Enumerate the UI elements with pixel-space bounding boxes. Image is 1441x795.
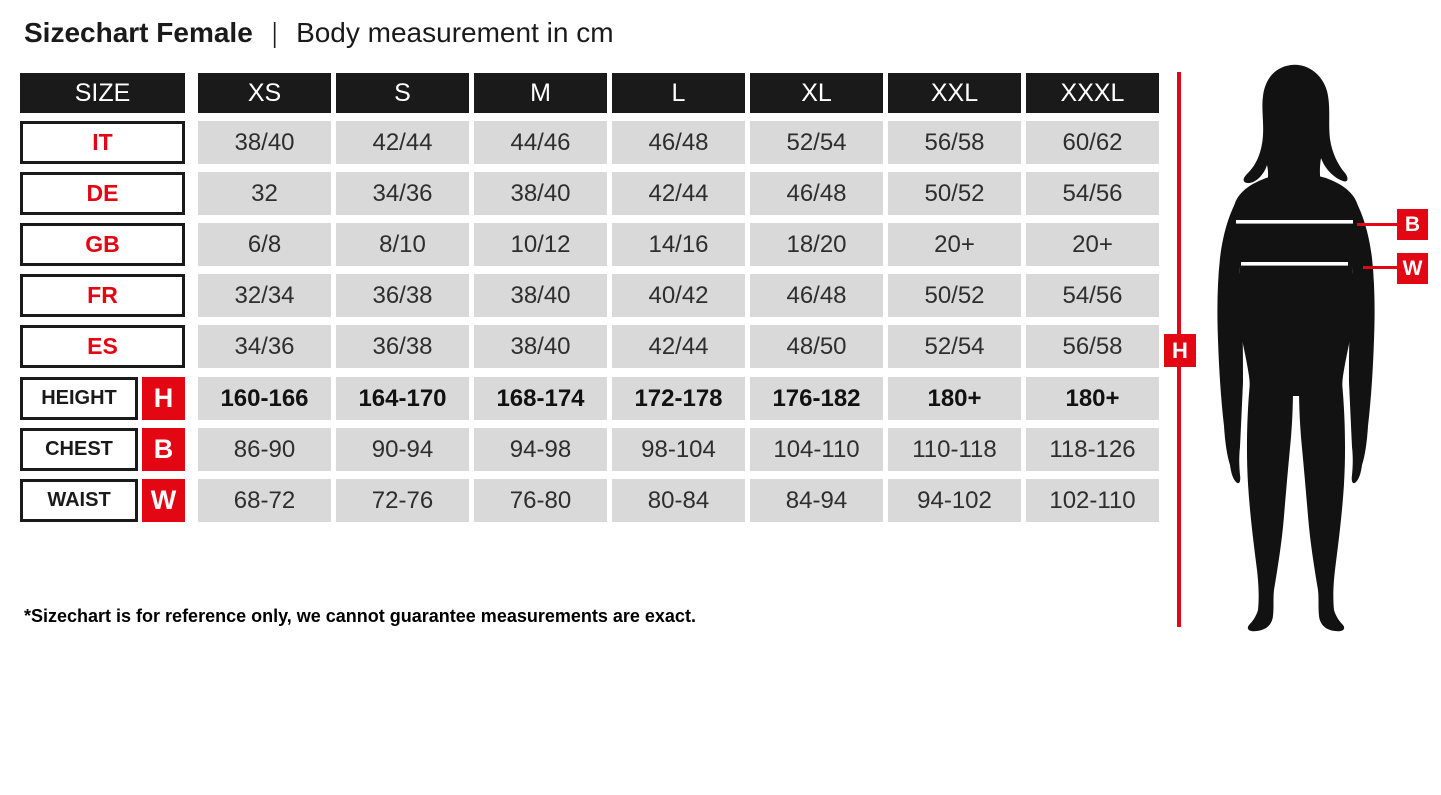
waist-line-marker: [1241, 262, 1348, 266]
size-value-cell: 38/40: [198, 121, 331, 164]
size-value-cell: 60/62: [1026, 121, 1159, 164]
table-header-row: [20, 73, 1164, 113]
size-value-cell: 86-90: [198, 428, 331, 471]
waist-callout-line: [1363, 266, 1397, 269]
size-value-cell: 172-178: [612, 377, 745, 420]
size-value-cell: 8/10: [336, 223, 469, 266]
size-value-cell: 42/44: [612, 172, 745, 215]
size-value-cell: 32: [198, 172, 331, 215]
footnote: *Sizechart is for reference only, we cannot guarantee measurements are exact.: [24, 606, 696, 626]
size-value-cell: 160-166: [198, 377, 331, 420]
size-value-cell: 94-102: [888, 479, 1021, 522]
size-value-cell: 68-72: [198, 479, 331, 522]
size-value-cell: 46/48: [612, 121, 745, 164]
row-label-waist: WAIST: [20, 479, 138, 522]
torso-shape: [1232, 174, 1359, 397]
title-subtitle: Body measurement in cm: [296, 17, 614, 48]
size-value-cell: 54/56: [1026, 172, 1159, 215]
size-value-cell: 34/36: [336, 172, 469, 215]
row-label-fr: FR: [20, 274, 185, 317]
size-value-cell: 94-98: [474, 428, 607, 471]
size-value-cell: 40/42: [612, 274, 745, 317]
size-value-cell: 48/50: [750, 325, 883, 368]
chest-line-marker: [1236, 220, 1353, 224]
row-label-it: IT: [20, 121, 185, 164]
table-row-fr: [20, 274, 1164, 317]
row-badge-w: W: [142, 479, 185, 522]
size-value-cell: 38/40: [474, 325, 607, 368]
right-arm-shape: [1348, 200, 1375, 483]
size-value-cell: 164-170: [336, 377, 469, 420]
column-header-m: M: [474, 73, 607, 113]
size-value-cell: 20+: [888, 223, 1021, 266]
size-value-cell: 10/12: [474, 223, 607, 266]
size-value-cell: 98-104: [612, 428, 745, 471]
waist-badge: W: [1397, 253, 1428, 284]
size-value-cell: 6/8: [198, 223, 331, 266]
size-value-cell: 50/52: [888, 274, 1021, 317]
column-header-l: L: [612, 73, 745, 113]
size-value-cell: 42/44: [336, 121, 469, 164]
chest-callout-line: [1357, 223, 1397, 226]
size-value-cell: 36/38: [336, 274, 469, 317]
size-value-cell: 102-110: [1026, 479, 1159, 522]
size-value-cell: 176-182: [750, 377, 883, 420]
height-badge: H: [1164, 334, 1196, 367]
row-badge-b: B: [142, 428, 185, 471]
column-header-s: S: [336, 73, 469, 113]
size-value-cell: 38/40: [474, 172, 607, 215]
size-value-cell: 90-94: [336, 428, 469, 471]
size-value-cell: 42/44: [612, 325, 745, 368]
size-value-cell: 110-118: [888, 428, 1021, 471]
title-main: Sizechart Female: [24, 17, 253, 48]
row-label-gb: GB: [20, 223, 185, 266]
size-value-cell: 72-76: [336, 479, 469, 522]
left-leg-shape: [1247, 382, 1293, 631]
row-label-es: ES: [20, 325, 185, 368]
column-header-xxxl: XXXL: [1026, 73, 1159, 113]
table-row-waist: [20, 479, 1164, 522]
size-value-cell: 20+: [1026, 223, 1159, 266]
row-label-height: HEIGHT: [20, 377, 138, 420]
size-value-cell: 38/40: [474, 274, 607, 317]
size-value-cell: 104-110: [750, 428, 883, 471]
size-value-cell: 44/46: [474, 121, 607, 164]
size-value-cell: 56/58: [888, 121, 1021, 164]
size-value-cell: 18/20: [750, 223, 883, 266]
chest-badge: B: [1397, 209, 1428, 240]
size-value-cell: 180+: [1026, 377, 1159, 420]
left-arm-shape: [1217, 200, 1244, 483]
size-value-cell: 36/38: [336, 325, 469, 368]
size-value-cell: 56/58: [1026, 325, 1159, 368]
size-table: [20, 73, 1164, 530]
size-value-cell: 52/54: [888, 325, 1021, 368]
column-header-xxl: XXL: [888, 73, 1021, 113]
column-header-size: SIZE: [20, 73, 185, 113]
size-value-cell: 46/48: [750, 274, 883, 317]
size-value-cell: 118-126: [1026, 428, 1159, 471]
right-leg-shape: [1299, 382, 1345, 631]
row-label-de: DE: [20, 172, 185, 215]
size-value-cell: 32/34: [198, 274, 331, 317]
title-separator: |: [271, 17, 277, 48]
size-value-cell: 52/54: [750, 121, 883, 164]
row-label-chest: CHEST: [20, 428, 138, 471]
size-value-cell: 14/16: [612, 223, 745, 266]
hair-head-shape: [1244, 65, 1348, 192]
size-value-cell: 84-94: [750, 479, 883, 522]
table-row-de: [20, 172, 1164, 215]
female-body-silhouette: [1203, 62, 1389, 634]
table-row-chest: [20, 428, 1164, 471]
table-row-es: [20, 325, 1164, 368]
table-row-height: [20, 377, 1164, 420]
table-row-gb: [20, 223, 1164, 266]
page-title: [24, 17, 614, 49]
size-value-cell: 46/48: [750, 172, 883, 215]
row-badge-h: H: [142, 377, 185, 420]
size-value-cell: 76-80: [474, 479, 607, 522]
size-value-cell: 180+: [888, 377, 1021, 420]
size-value-cell: 80-84: [612, 479, 745, 522]
column-header-xs: XS: [198, 73, 331, 113]
size-value-cell: 54/56: [1026, 274, 1159, 317]
size-value-cell: 34/36: [198, 325, 331, 368]
size-value-cell: 50/52: [888, 172, 1021, 215]
size-value-cell: 168-174: [474, 377, 607, 420]
column-header-xl: XL: [750, 73, 883, 113]
table-row-it: [20, 121, 1164, 164]
